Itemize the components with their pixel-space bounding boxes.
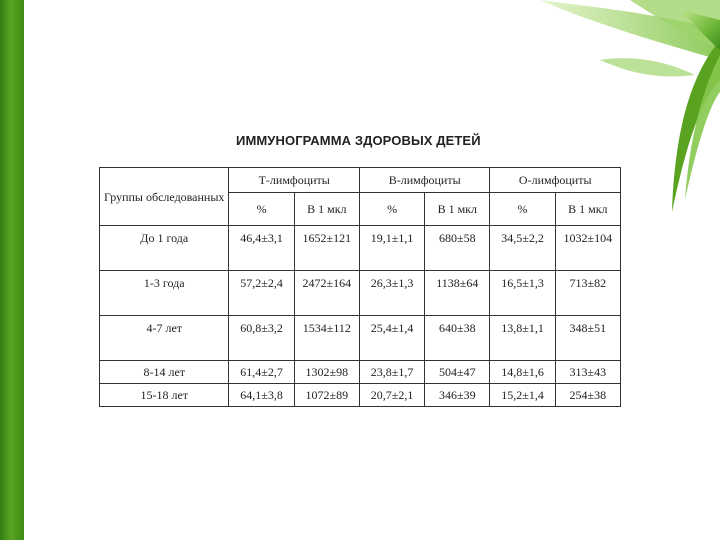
- value-cell: 14,8±1,6: [490, 361, 555, 384]
- value-cell: 13,8±1,1: [490, 316, 555, 361]
- value-cell: 1138±64: [425, 271, 490, 316]
- table-row: [100, 384, 621, 407]
- value-cell: 346±39: [425, 384, 490, 407]
- unit-header: В 1 мкл: [294, 193, 359, 226]
- unit-header: В 1 мкл: [555, 193, 620, 226]
- t-lymphocytes-header: Т-лимфоциты: [229, 168, 359, 193]
- value-cell: 1072±89: [294, 384, 359, 407]
- value-cell: 313±43: [555, 361, 620, 384]
- value-cell: 34,5±2,2: [490, 226, 555, 271]
- value-cell: 15,2±1,4: [490, 384, 555, 407]
- value-cell: 2472±164: [294, 271, 359, 316]
- b-lymphocytes-header: В-лимфоциты: [359, 168, 489, 193]
- value-cell: 1652±121: [294, 226, 359, 271]
- unit-header: В 1 мкл: [425, 193, 490, 226]
- value-cell: 680±58: [425, 226, 490, 271]
- group-cell: 8-14 лет: [100, 361, 229, 384]
- table-row: [100, 226, 621, 271]
- value-cell: 57,2±2,4: [229, 271, 294, 316]
- group-cell: 1-3 года: [100, 271, 229, 316]
- value-cell: 16,5±1,3: [490, 271, 555, 316]
- value-cell: 348±51: [555, 316, 620, 361]
- value-cell: 46,4±3,1: [229, 226, 294, 271]
- table-row: [100, 271, 621, 316]
- value-cell: 1534±112: [294, 316, 359, 361]
- value-cell: 23,8±1,7: [359, 361, 424, 384]
- table-row: [100, 361, 621, 384]
- unit-header: %: [229, 193, 294, 226]
- value-cell: 254±38: [555, 384, 620, 407]
- value-cell: 713±82: [555, 271, 620, 316]
- value-cell: 25,4±1,4: [359, 316, 424, 361]
- group-cell: 4-7 лет: [100, 316, 229, 361]
- unit-header: %: [490, 193, 555, 226]
- immunogram-table: [99, 167, 621, 407]
- green-side-bar: [0, 0, 24, 540]
- group-cell: 15-18 лет: [100, 384, 229, 407]
- value-cell: 20,7±2,1: [359, 384, 424, 407]
- value-cell: 26,3±1,3: [359, 271, 424, 316]
- value-cell: 1302±98: [294, 361, 359, 384]
- group-column-header: Группы обследованных: [100, 168, 229, 226]
- value-cell: 60,8±3,2: [229, 316, 294, 361]
- value-cell: 1032±104: [555, 226, 620, 271]
- unit-header: %: [359, 193, 424, 226]
- value-cell: 19,1±1,1: [359, 226, 424, 271]
- value-cell: 504±47: [425, 361, 490, 384]
- value-cell: 61,4±2,7: [229, 361, 294, 384]
- page-title: ИММУНОГРАММА ЗДОРОВЫХ ДЕТЕЙ: [236, 133, 481, 148]
- value-cell: 64,1±3,8: [229, 384, 294, 407]
- o-lymphocytes-header: О-лимфоциты: [490, 168, 621, 193]
- header-row-cell-groups: [100, 168, 621, 193]
- table-row: [100, 316, 621, 361]
- value-cell: 640±38: [425, 316, 490, 361]
- group-cell: До 1 года: [100, 226, 229, 271]
